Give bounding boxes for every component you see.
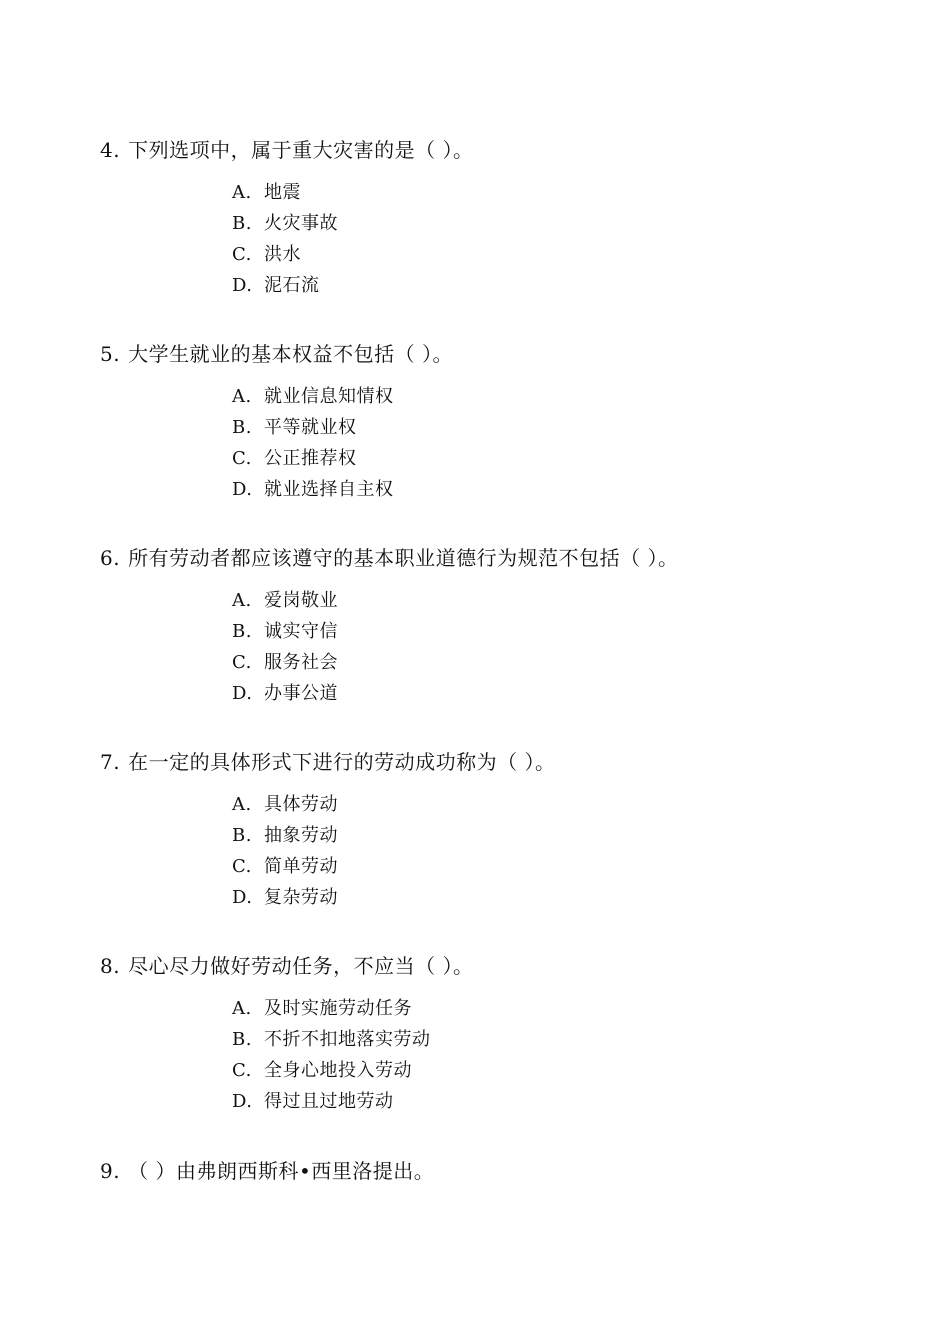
option-text: 得过且过地劳动 [264,1091,394,1112]
option-text: 抽象劳动 [264,825,338,846]
option-label: B. [232,213,252,234]
option-label: C. [232,448,252,469]
question-7 [100,748,555,776]
option-label: A. [232,182,252,203]
question-text: 尽心尽力做好劳动任务，不应当（ ）。 [128,954,474,978]
question-4 [100,136,473,164]
question-text: 在一定的具体形式下进行的劳动成功称为（ ）。 [128,750,556,774]
option-d [232,474,394,505]
option-b [232,616,338,647]
option-label: A. [232,386,252,407]
option-text: 办事公道 [264,683,338,704]
option-label: D. [232,479,253,500]
option-label: D. [232,1091,253,1112]
option-text: 爱岗敬业 [264,590,338,611]
option-b [232,820,338,851]
option-c [232,647,338,678]
option-label: B. [232,1029,252,1050]
option-text: 公正推荐权 [264,448,357,469]
option-label: A. [232,590,252,611]
option-b [232,412,394,443]
options-4 [232,177,338,301]
option-text: 平等就业权 [264,417,357,438]
option-label: A. [232,794,252,815]
option-text: 洪水 [264,244,301,265]
option-label: C. [232,1060,252,1081]
option-text: 全身心地投入劳动 [264,1060,412,1081]
option-d [232,1086,431,1117]
options-7 [232,789,338,913]
option-c [232,443,394,474]
option-c [232,851,338,882]
option-text: 诚实守信 [264,621,338,642]
option-label: C. [232,856,252,877]
option-label: C. [232,652,252,673]
option-text: 就业信息知情权 [264,386,394,407]
option-label: D. [232,683,253,704]
option-label: B. [232,621,252,642]
question-text: 下列选项中，属于重大灾害的是（ ）。 [128,138,474,162]
question-number: 8. [100,954,121,978]
option-text: 地震 [264,182,301,203]
question-number: 4. [100,138,121,162]
option-text: 泥石流 [264,275,320,296]
question-number: 9. [100,1159,121,1183]
question-number: 6. [100,546,121,570]
option-a [232,177,338,208]
option-text: 不折不扣地落实劳动 [264,1029,431,1050]
option-d [232,882,338,913]
option-label: D. [232,887,253,908]
question-text: 所有劳动者都应该遵守的基本职业道德行为规范不包括（ ）。 [128,546,679,570]
option-a [232,381,394,412]
option-label: B. [232,825,252,846]
question-text: 大学生就业的基本权益不包括（ ）。 [128,342,453,366]
options-5 [232,381,394,505]
question-number: 7. [100,750,121,774]
option-a [232,585,338,616]
option-label: C. [232,244,252,265]
option-b [232,208,338,239]
option-text: 复杂劳动 [264,887,338,908]
option-d [232,270,338,301]
option-c [232,1055,431,1086]
option-label: D. [232,275,253,296]
question-9 [100,1157,434,1185]
options-8 [232,993,431,1117]
option-text: 具体劳动 [264,794,338,815]
question-6 [100,544,678,572]
option-label: B. [232,417,252,438]
option-c [232,239,338,270]
option-text: 服务社会 [264,652,338,673]
question-text: （ ）由弗朗西斯科•西里洛提出。 [128,1159,435,1183]
question-8 [100,952,473,980]
option-d [232,678,338,709]
option-text: 就业选择自主权 [264,479,394,500]
option-text: 及时实施劳动任务 [264,998,412,1019]
option-a [232,993,431,1024]
option-a [232,789,338,820]
option-b [232,1024,431,1055]
option-text: 火灾事故 [264,213,338,234]
question-number: 5. [100,342,121,366]
option-text: 简单劳动 [264,856,338,877]
option-label: A. [232,998,252,1019]
question-5 [100,340,453,368]
options-6 [232,585,338,709]
